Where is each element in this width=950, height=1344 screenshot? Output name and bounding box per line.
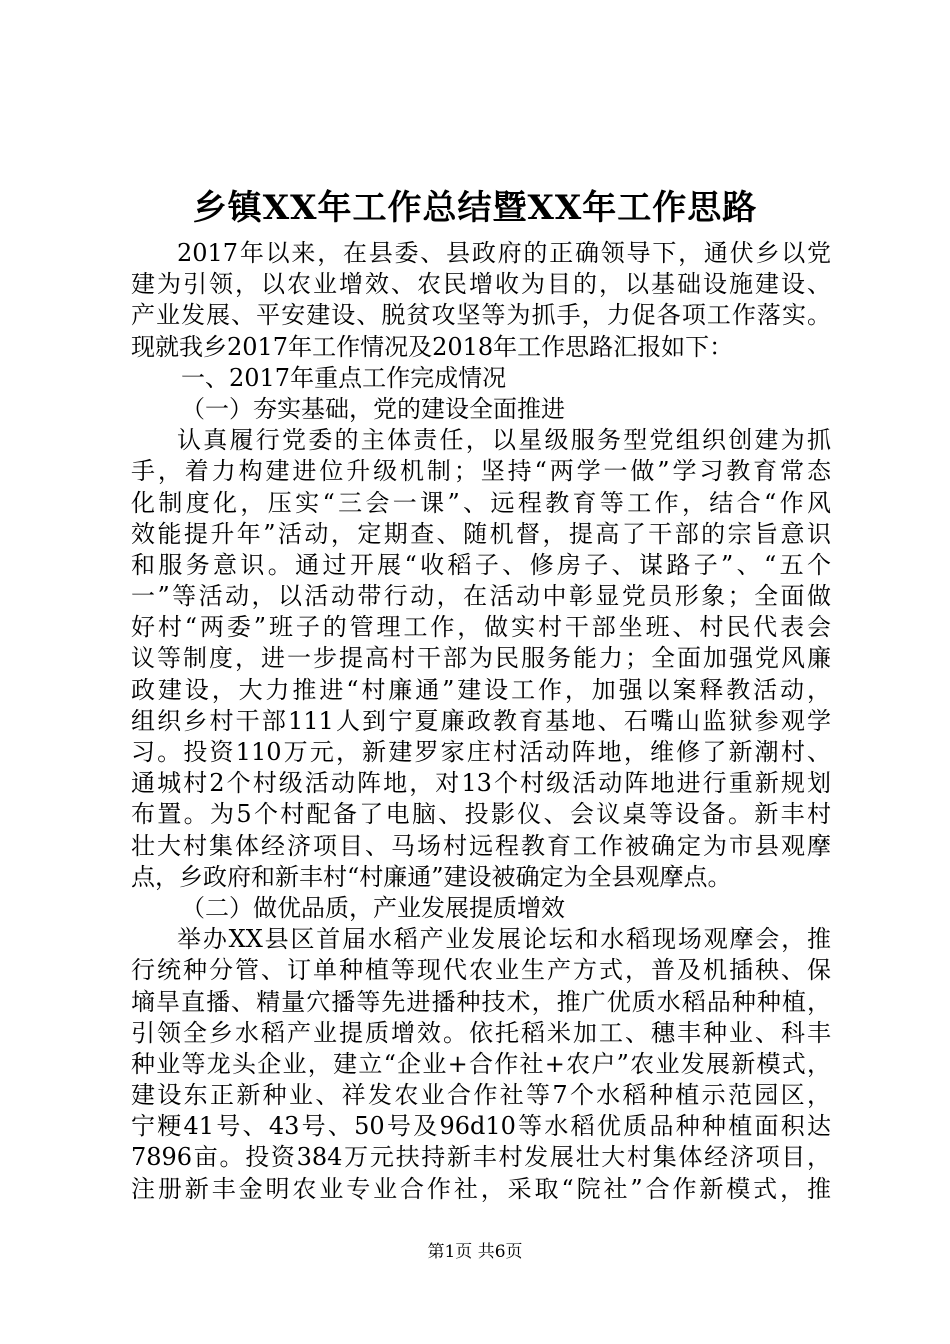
paragraph-line: 议等制度，进一步提高村干部为民服务能力；全面加强党风廉 <box>131 644 831 673</box>
paragraph-line: 壮大村集体经济项目、马场村远程教育工作被确定为市县观摩 <box>131 831 831 860</box>
paragraph-line: 建为引领，以农业增效、农民增收为目的，以基础设施建设、 <box>131 270 831 299</box>
paragraph-line: 宁粳41号、43号、50号及96d10等水稻优质品种种植面积达 <box>131 1112 831 1141</box>
paragraph-line: 引领全乡水稻产业提质增效。依托稻米加工、穗丰种业、科丰 <box>131 1018 831 1047</box>
section-heading: （一）夯实基础，党的建设全面推进 <box>181 394 565 423</box>
paragraph-line: 建设东正新种业、祥发农业合作社等7个水稻种植示范园区， <box>131 1081 831 1110</box>
paragraph-line: 举办XX县区首届水稻产业发展论坛和水稻现场观摩会，推 <box>177 925 831 954</box>
section-heading: 一、2017年重点工作完成情况 <box>181 363 507 392</box>
paragraph-line: 化制度化，压实“三会一课”、远程教育等工作，结合“作风 <box>131 488 831 517</box>
document-title: 乡镇XX年工作总结暨XX年工作思路 <box>192 188 758 228</box>
page-number-footer: 第1页 共6页 <box>427 1242 523 1262</box>
paragraph-line: 政建设，大力推进“村廉通”建设工作，加强以案释教活动， <box>131 675 831 704</box>
paragraph-line: 一”等活动，以活动带行动，在活动中彰显党员形象；全面做 <box>131 582 831 611</box>
paragraph-line: 效能提升年”活动，定期查、随机督，提高了干部的宗旨意识 <box>131 519 831 548</box>
document-body <box>131 238 831 1205</box>
paragraph-line: 点，乡政府和新丰村“村廉通”建设被确定为全县观摩点。 <box>131 862 732 891</box>
paragraph-line: 产业发展、平安建设、脱贫攻坚等为抓手，力促各项工作落实。 <box>131 301 831 330</box>
paragraph-line: 和服务意识。通过开展“收稻子、修房子、谋路子”、“五个 <box>131 550 831 579</box>
paragraph-line: 7896亩。投资384万元扶持新丰村发展壮大村集体经济项目， <box>131 1143 831 1172</box>
paragraph-line: 通城村2个村级活动阵地，对13个村级活动阵地进行重新规划 <box>131 769 831 798</box>
paragraph-line: 墒旱直播、精量穴播等先进播种技术，推广优质水稻品种种植， <box>131 987 831 1016</box>
paragraph-line: 现就我乡2017年工作情况及2018年工作思路汇报如下： <box>131 332 734 361</box>
paragraph-line: 布置。为5个村配备了电脑、投影仪、会议桌等设备。新丰村 <box>131 800 831 829</box>
paragraph-line: 行统种分管、订单种植等现代农业生产方式，普及机插秧、保 <box>131 956 831 985</box>
paragraph-line: 2017年以来，在县委、县政府的正确领导下，通伏乡以党 <box>177 239 831 267</box>
paragraph-line: 认真履行党委的主体责任，以星级服务型党组织创建为抓 <box>177 426 831 455</box>
paragraph-line: 习。投资110万元，新建罗家庄村活动阵地，维修了新潮村、 <box>131 738 831 766</box>
section-heading: （二）做优品质，产业发展提质增效 <box>181 893 565 922</box>
paragraph-line: 手，着力构建进位升级机制；坚持“两学一做”学习教育常态 <box>131 457 831 486</box>
paragraph-line: 组织乡村干部111人到宁夏廉政教育基地、石嘴山监狱参观学 <box>131 706 831 735</box>
paragraph-line: 好村“两委”班子的管理工作，做实村干部坐班、村民代表会 <box>131 613 831 642</box>
paragraph-line: 种业等龙头企业，建立“企业+合作社+农户”农业发展新模式， <box>131 1049 831 1078</box>
paragraph-line: 注册新丰金明农业专业合作社，采取“院社”合作新模式，推 <box>131 1174 831 1203</box>
